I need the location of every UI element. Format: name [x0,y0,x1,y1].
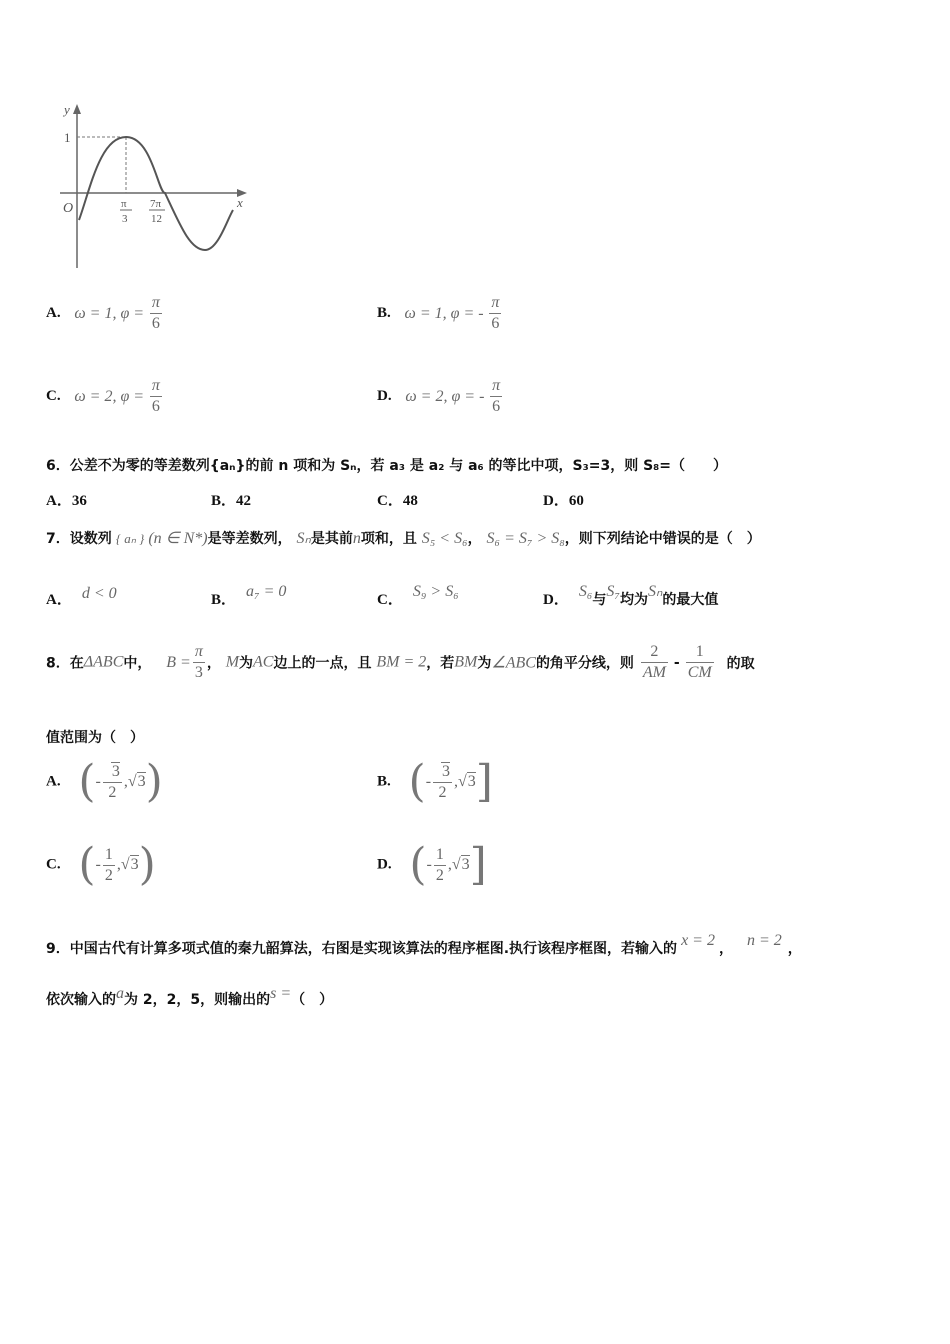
q8-angle-b: B = [166,653,191,671]
q8-t3: 为 [239,655,254,672]
q8-angle-b-frac: $\frac{\pi}{3}$ [194,643,203,681]
q8-prefix: 8．在 [46,655,84,672]
q7-option-d-s7: S₇ [606,583,620,600]
q7-option-d-label: D． [543,592,569,608]
q8-t6: 为 [477,655,492,672]
q6-stem: 6．公差不为零的等差数列{aₙ}的前 n 项和为 Sₙ，若 a₃ 是 a₂ 与 a₆ 的等比中项，S₃=3，则 S₈=（ ） [46,458,728,474]
x-axis-label: x [237,195,243,210]
q7-option-d-s6: S₆ [578,583,593,600]
q5-option-a-frac: $\frac{\pi}{6}$ [151,294,160,332]
q7-option-c [377,583,459,609]
q9-comma-2: ， [787,941,802,957]
sine-graph [55,100,255,275]
q8-option-a-frac: $\frac{3}{2}$ [103,762,122,803]
q9-x-equals: x = 2 [681,932,715,949]
q7-option-a [46,585,117,609]
q9-a: a [116,985,124,1002]
q7-option-b-expr: a₇ = 0 [246,583,287,600]
q9-line2-mid: 为 2，2，5，则输出的 [124,992,271,1008]
q9-s-equals: s = [270,985,292,1002]
q8-stem [46,642,755,683]
x-tick-7pi-12-den: 12 [151,213,162,225]
q7-option-a-expr: d < 0 [81,585,117,602]
q7-condition: (n ∈ N*) [148,530,208,547]
q7-prefix: 7．设数列 [46,531,112,547]
q5-option-c [46,376,164,417]
q8-triangle: ΔABC [83,653,124,671]
q8-bm: BM [454,653,478,671]
q7-mid1: 是等差数列， [207,531,292,547]
q7-option-d [543,583,719,609]
q8-minus: - [673,654,680,671]
q7-option-b-label: B． [211,592,237,608]
q8-side-ac: AC [253,653,274,671]
q5-option-a-label: A. [46,305,61,321]
q5-option-d-frac: $\frac{\pi}{6}$ [492,377,501,415]
q9-prefix: 9．中国古代有计算多项式值的秦九韶算法，右图是实现该算法的程序框图.执行该程序框图，若输入的 [46,941,678,957]
q8-stem-line2: 值范围为（ ） [46,730,144,746]
q8-option-d: D. (- $\frac{1}{2}$ ,√3] [377,839,487,890]
q8-option-b-label: B. [377,773,391,790]
q7-option-b [211,583,287,609]
q9-n-equals: n = 2 [746,932,782,949]
q6-option-c: C．48 [377,493,418,509]
q7-inequality-2: S₆ = S₇ > S₈ [486,530,565,547]
q8-option-c: C. (- $\frac{1}{2}$ ,√3) [46,839,156,890]
x-tick-7pi-12-num: 7π [150,198,162,210]
q8-angle-abc: ∠ABC [491,654,536,672]
y-tick-1: 1 [64,130,71,145]
q8-t2: ， [206,655,221,672]
q9-stem [46,932,802,958]
q7-sequence: { aₙ } [115,531,145,546]
q9-line2-pre: 依次输入的 [46,992,116,1008]
q8-option-c-label: C. [46,856,61,873]
q5-option-a-expr: ω = 1, φ = [74,304,145,322]
q8-t5: ，若 [426,655,455,672]
q8-option-c-frac: $\frac{1}{2}$ [104,845,113,884]
q7-inequality-1: S₅ < S₆ [421,530,468,547]
q5-option-c-label: C. [46,388,61,404]
q8-frac-2-am: $\frac{2}{AM}$ [642,643,666,681]
q5-option-b-frac: $\frac{\pi}{6}$ [491,294,500,332]
q8-bm-equals: BM = 2 [376,653,427,671]
q5-option-d-label: D. [377,388,392,404]
q7-option-d-and: 与 [592,592,607,608]
q7-option-c-expr: S₉ > S₆ [412,583,459,600]
x-tick-pi-3-den: 3 [122,213,128,225]
q5-option-b [377,293,503,334]
q8-frac-1-cm: $\frac{1}{CM}$ [687,643,712,681]
q5-option-b-expr: ω = 1, φ = - [404,304,484,322]
q8-option-b-frac: $\frac{3}{2}$ [433,762,452,803]
q5-option-d [377,376,504,417]
y-axis-label: y [64,102,70,117]
q5-option-d-expr: ω = 2, φ = - [405,387,485,405]
q7-mid3: 项和，且 [360,531,417,547]
q7-option-c-label: C． [377,592,403,608]
q8-t7: 的角平分线，则 [535,655,634,672]
q9-comma-1: ， [718,941,733,957]
q7-mid2: 是其前 [310,531,353,547]
q7-option-d-sn: Sₙ [647,583,663,600]
q8-option-a-label: A. [46,773,61,790]
q7-n: n [352,530,361,547]
origin-label: O [63,201,74,216]
q7-sn: Sₙ [296,530,311,547]
q9-line2-end: （ ） [291,992,334,1008]
q8-t4: 边上的一点，且 [273,655,372,672]
q8-t1: 中， [123,655,152,672]
q9-stem-line2 [46,985,334,1009]
q6-option-d: D．60 [543,493,584,509]
q7-stem [46,528,761,548]
q7-option-d-end: 的最大值 [662,592,719,608]
q8-t8: 的取 [726,655,755,672]
x-tick-pi-3-num: π [121,198,127,210]
q8-option-a: A. (- $\frac{3}{2}$ ,√3) [46,756,163,807]
q7-suffix: ，则下列结论中错误的是（ ） [564,531,761,547]
q5-option-b-label: B. [377,305,391,321]
q7-comma: ， [467,531,482,547]
q5-option-c-frac: $\frac{\pi}{6}$ [151,377,160,415]
q7-option-a-label: A． [46,592,72,608]
q8-option-d-label: D. [377,856,392,873]
q6-option-b: B．42 [211,493,252,509]
q5-option-c-expr: ω = 2, φ = [74,387,145,405]
q8-point-m: M [225,653,240,671]
y-axis-arrow [73,104,81,114]
q7-option-d-mid: 均为 [619,592,648,608]
q6-option-a: A．36 [46,493,87,509]
q5-option-a [46,293,164,334]
q8-option-b: B. (- $\frac{3}{2}$ ,√3] [377,756,493,807]
q8-option-d-frac: $\frac{1}{2}$ [435,845,444,884]
